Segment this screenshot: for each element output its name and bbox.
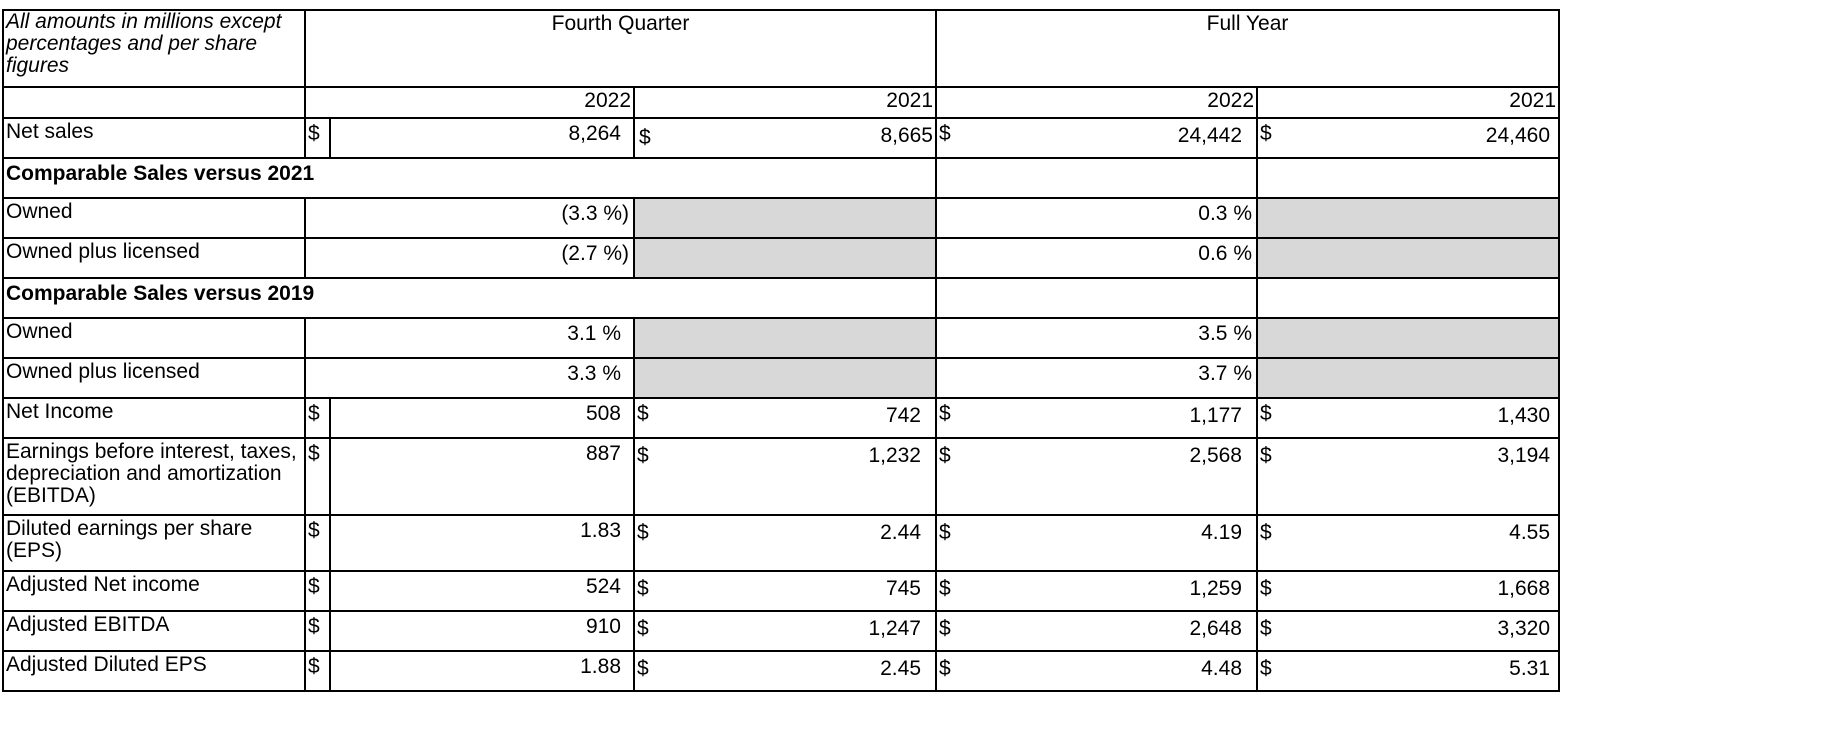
q4-2021-value: 8,665 [880,124,933,147]
currency-symbol: $ [1260,122,1272,145]
q4-value: 3.1 % [305,318,634,358]
fy-2021-cell [1257,398,1559,438]
shaded-cell [634,318,936,358]
currency-symbol: $ [637,402,649,425]
full-year-header: Full Year [936,10,1559,87]
fourth-quarter-header: Fourth Quarter [305,10,936,87]
currency-symbol: $ [637,657,649,680]
currency-symbol: $ [939,577,951,600]
currency-symbol: $ [939,122,951,145]
q4-value: (2.7 %) [305,238,634,278]
q4-2021-cell [634,651,936,691]
q4-2021-value: 1,247 [868,617,921,640]
currency-symbol: $ [637,521,649,544]
q4-2021-cell [634,571,936,611]
q4-2021-value: 2.45 [880,657,921,680]
net-income-row [3,398,1559,438]
row-label: Owned plus licensed [3,358,305,398]
q4-2021-cell [634,438,936,515]
q4-2021-cell [634,611,936,651]
currency-symbol: $ [939,617,951,640]
currency-symbol: $ [305,118,330,158]
row-label: Net sales [3,118,305,158]
row-label: Owned plus licensed [3,238,305,278]
fy-2022-cell [936,611,1257,651]
currency-symbol: $ [1260,617,1272,640]
section-spacer [936,158,1257,198]
currency-symbol: $ [639,126,651,149]
fy-2021-value: 4.55 [1509,521,1551,544]
financial-summary-container [2,9,1560,692]
q4-2022-value: 1.83 [330,515,634,571]
q4-2021-cell [634,118,936,158]
row-label: Owned [3,198,305,238]
currency-symbol: $ [1260,444,1272,467]
fy-2022-value: 1,177 [1189,404,1242,427]
q4-2021-value: 742 [885,404,921,427]
currency-symbol: $ [1260,521,1272,544]
shaded-cell [634,198,936,238]
fy-value: 0.3 % [936,198,1257,238]
row-label: Diluted earnings per share (EPS) [3,515,305,571]
section-spacer [330,158,936,198]
shaded-cell [1257,238,1559,278]
fy-2022-cell [936,118,1257,158]
fy-2022-value: 4.19 [1201,521,1242,544]
currency-symbol: $ [939,657,951,680]
row-label: Adjusted EBITDA [3,611,305,651]
section-spacer [936,278,1257,318]
fy-2022-value: 4.48 [1201,657,1242,680]
currency-symbol: $ [939,402,951,425]
fy-2022-cell [936,438,1257,515]
shaded-cell [634,358,936,398]
fy-2021-cell [1257,651,1559,691]
fy-2022-value: 2,648 [1189,617,1242,640]
fy-2021-cell [1257,515,1559,571]
q4-2022-value: 524 [330,571,634,611]
currency-symbol: $ [305,398,330,438]
currency-symbol: $ [305,651,330,691]
fy-2021-value: 5.31 [1509,657,1551,680]
fy-2021-value: 3,320 [1497,617,1551,640]
q4-2022-value: 508 [330,398,634,438]
currency-symbol: $ [637,444,649,467]
fy-value: 0.6 % [936,238,1257,278]
shaded-cell [1257,318,1559,358]
row-label: Owned [3,318,305,358]
fy-2022-cell [936,398,1257,438]
fy-2022-value: 2,568 [1189,444,1242,467]
fy-2021-cell [1257,438,1559,515]
currency-symbol: $ [1260,577,1272,600]
net-sales-row [3,118,1559,158]
row-label: Adjusted Diluted EPS [3,651,305,691]
fy-2022-cell [936,515,1257,571]
q4-2022-value: 910 [330,611,634,651]
fy-2022-cell [936,571,1257,611]
currency-symbol: $ [305,515,330,571]
comp-2019-owned-row [3,318,1559,358]
fy-2021-value: 24,460 [1485,124,1551,147]
q4-value: (3.3 %) [305,198,634,238]
row-label: Adjusted Net income [3,571,305,611]
fy-2022-year: 2022 [936,87,1257,118]
q4-value: 3.3 % [305,358,634,398]
adjusted-net-income-row [3,571,1559,611]
currency-symbol: $ [305,571,330,611]
q4-2021-value: 2.44 [880,521,921,544]
fy-2021-year: 2021 [1257,87,1559,118]
fy-2021-cell [1257,118,1559,158]
section-spacer [1257,158,1559,198]
comp-2021-owned-licensed-row [3,238,1559,278]
currency-symbol: $ [637,577,649,600]
section-comp-2021-row [3,158,1559,198]
q4-2021-year: 2021 [634,87,936,118]
currency-symbol: $ [939,521,951,544]
q4-2021-cell [634,515,936,571]
q4-2021-value: 1,232 [868,444,921,467]
q4-2022-value: 8,264 [330,118,634,158]
fy-2022-cell [936,651,1257,691]
fy-2021-cell [1257,611,1559,651]
section-spacer [330,278,936,318]
currency-symbol: $ [637,617,649,640]
section-comp-2019-row [3,278,1559,318]
fy-2021-value: 3,194 [1497,444,1551,467]
shaded-cell [634,238,936,278]
currency-symbol: $ [1260,402,1272,425]
ebitda-row [3,438,1559,515]
year-row-blank [3,87,305,118]
units-note: All amounts in millions except percentages and per share figures [3,10,305,87]
q4-2022-value: 1.88 [330,651,634,691]
currency-symbol: $ [1260,657,1272,680]
header-row [3,10,1559,87]
row-label: Earnings before interest, taxes, depreciation and amortization (EBITDA) [3,438,305,515]
row-label: Net Income [3,398,305,438]
financial-summary-table [2,9,1560,692]
shaded-cell [1257,198,1559,238]
fy-value: 3.7 % [936,358,1257,398]
q4-2021-cell [634,398,936,438]
currency-symbol: $ [305,611,330,651]
q4-2022-year: 2022 [305,87,634,118]
adjusted-ebitda-row [3,611,1559,651]
section-title: Comparable Sales versus 2021 [3,158,330,198]
year-row [3,87,1559,118]
currency-symbol: $ [305,438,330,515]
currency-symbol: $ [939,444,951,467]
section-title: Comparable Sales versus 2019 [3,278,330,318]
shaded-cell [1257,358,1559,398]
fy-2021-cell [1257,571,1559,611]
adjusted-diluted-eps-row [3,651,1559,691]
q4-2021-value: 745 [885,577,921,600]
eps-row [3,515,1559,571]
fy-2021-value: 1,430 [1497,404,1551,427]
fy-2021-value: 1,668 [1497,577,1551,600]
fy-value: 3.5 % [936,318,1257,358]
fy-2022-value: 24,442 [1177,124,1242,147]
fy-2022-value: 1,259 [1189,577,1242,600]
comp-2019-owned-licensed-row [3,358,1559,398]
comp-2021-owned-row [3,198,1559,238]
section-spacer [1257,278,1559,318]
q4-2022-value: 887 [330,438,634,515]
